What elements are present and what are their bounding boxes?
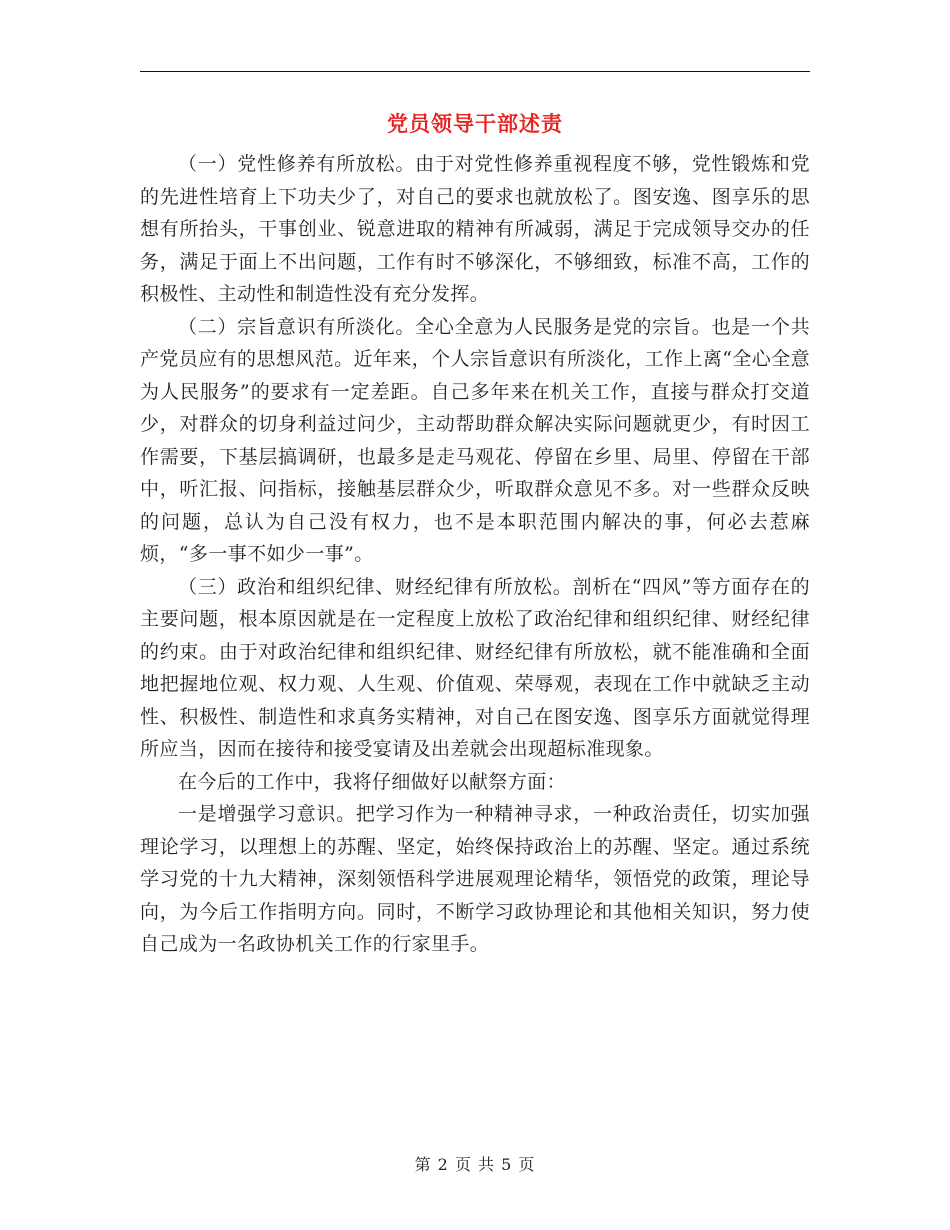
document-title: 党员领导干部述责 (387, 111, 563, 136)
page-number-footer: 第 2 页 共 5 页 (414, 1155, 536, 1174)
paragraph-future-work-intro: 在今后的工作中，我将仔细做好以献祭方面： (178, 770, 567, 793)
document-body (140, 148, 810, 961)
paragraph-study-awareness: 一是增强学习意识。把学习作为一种精神寻求，一种政治责任，切实加强理论学习，以理想上的苏醒、坚定，始终保持政治上的苏醒、坚定。通过系统学习党的十九大精神，深刻领悟科学进展观理论精华，领悟党的政策，理论导向，为今后工作指明方向。同时，不断学习政协理论和其他相关知识，努力使自己成为一名政协机关工作的行家里手。 (140, 803, 810, 955)
header-rule (140, 71, 810, 72)
paragraph-party-spirit: （一）党性修养有所放松。由于对党性修养重视程度不够，党性锻炼和党的先进性培育上下功夫少了，对自己的要求也就放松了。图安逸、图享乐的思想有所抬头，干事创业、锐意进取的精神有所减弱，满足于完成领导交办的任务，满足于面上不出问题，工作有时不够深化，不够细致，标准不高，工作的积极性、主动性和制造性没有充分发挥。 (140, 153, 810, 305)
paragraph-purpose-awareness: （二）宗旨意识有所淡化。全心全意为人民服务是党的宗旨。也是一个共产党员应有的思想风范。近年来，个人宗旨意识有所淡化，工作上离“全心全意为人民服务”的要求有一定差距。自己多年来在机关工作，直接与群众打交道少，对群众的切身利益过问少，主动帮助群众解决实际问题就更少，有时因工作需要，下基层搞调研，也最多是走马观花、停留在乡里、局里、停留在干部中，听汇报、问指标，接触基层群众少，听取群众意见不多。对一些群众反映的问题，总认为自己没有权力，也不是本职范围内解决的事，何必去惹麻烦，“多一事不如少一事”。 (140, 315, 810, 565)
paragraph-discipline: （三）政治和组织纪律、财经纪律有所放松。剖析在“四风”等方面存在的主要问题，根本原因就是在一定程度上放松了政治纪律和组织纪律、财经纪律的约束。由于对政治纪律和组织纪律、财经纪律有所放松，就不能准确和全面地把握地位观、权力观、人生观、价值观、荣辱观，表现在工作中就缺乏主动性、积极性、制造性和求真务实精神，对自己在图安逸、图享乐方面就觉得理所应当，因而在接待和接受宴请及出差就会出现超标准现象。 (140, 575, 810, 760)
